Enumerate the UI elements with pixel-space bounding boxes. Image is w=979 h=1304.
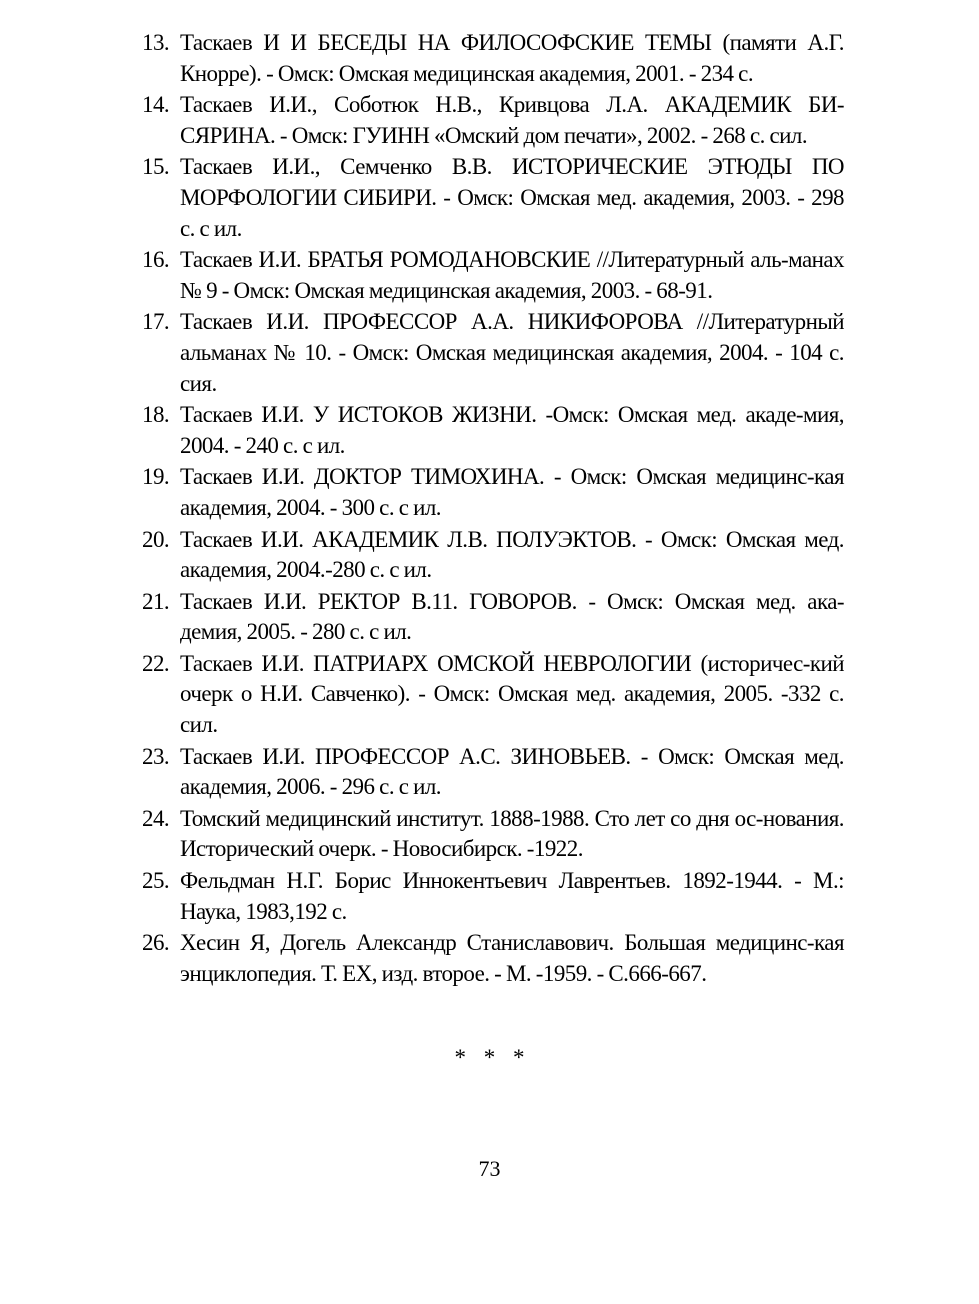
reference-text: Таскаев И.И. АКАДЕМИК Л.В. ПОЛУЭКТОВ. - Омск: Омская мед. академия, 2004.-280 с. с ил.	[180, 526, 844, 583]
reference-text: Таскаев И.И. БРАТЬЯ РОМОДАНОВСКИЕ //Литературный аль-манах № 9 - Омск: Омская медицинская академия, 2003. - 68-91.	[180, 247, 844, 303]
reference-number: 23.	[142, 743, 169, 769]
reference-text: Таскаев И.И. У ИСТОКОВ ЖИЗНИ. -Омск: Омская мед. акаде-мия, 2004. - 240 с. с ил.	[180, 402, 844, 458]
reference-number: 16.	[142, 247, 169, 273]
reference-text: Таскаев И.И. ПРОФЕССОР А.А. НИКИФОРОВА //Литературный альманах № 10. - Омск: Омская медицинская академия, 2004. - 104 с. сия.	[180, 309, 844, 396]
section-separator: * * *	[454, 1045, 531, 1070]
reference-text: Томский медицинский институт. 1888-1988. Сто лет со дня ос-нования. Исторический очерк. - Новосибирск. -1922.	[180, 805, 844, 862]
reference-item	[118, 90, 844, 151]
reference-text: Фельдман Н.Г. Борис Иннокентьевич Лаврентьев. 1892-1944. - М.: Наука, 1983,192 с.	[180, 868, 844, 924]
reference-number: 21.	[142, 588, 169, 614]
page-number: 73	[478, 1156, 501, 1181]
reference-text: Таскаев И.И., Семченко В.В. ИСТОРИЧЕСКИЕ ЭТЮДЫ ПО МОРФОЛОГИИ СИБИРИ. - Омск: Омская мед. академия, 2003. - 298 с. с ил.	[180, 154, 844, 241]
reference-item	[118, 245, 844, 306]
reference-number: 22.	[142, 650, 169, 676]
reference-number: 19.	[142, 464, 169, 490]
reference-text: Таскаев И.И. ПРОФЕССОР А.С. ЗИНОВЬЕВ. - Омск: Омская мед. академия, 2006. - 296 с. с ил.	[180, 743, 844, 800]
reference-item	[118, 649, 844, 741]
reference-item	[118, 152, 844, 244]
reference-number: 17.	[142, 309, 169, 335]
reference-item	[118, 307, 844, 399]
reference-number: 26.	[142, 930, 169, 956]
reference-item	[118, 525, 844, 586]
reference-number: 15.	[142, 154, 169, 180]
reference-item	[118, 400, 844, 461]
reference-text: Таскаев И.И. ДОКТОР ТИМОХИНА. - Омск: Омская медицинс-кая академия, 2004. - 300 с. с ил.	[180, 464, 844, 520]
reference-list	[118, 28, 844, 990]
reference-number: 20.	[142, 526, 169, 552]
reference-number: 18.	[142, 402, 169, 428]
reference-item	[118, 804, 844, 865]
reference-item	[118, 587, 844, 648]
reference-text: Таскаев И.И., Соботюк Н.В., Кривцова Л.А. АКАДЕМИК БИ-СЯРИНА. - Омск: ГУИНН «Омский дом печати», 2002. - 268 с. сил.	[180, 92, 844, 148]
reference-item	[118, 462, 844, 523]
reference-item	[118, 866, 844, 927]
reference-number: 14.	[142, 92, 169, 118]
reference-item	[118, 28, 844, 89]
reference-text: Хесин Я, Догель Александр Станиславович. Большая медицинс-кая энциклопедия. Т. ЕХ, изд. второе. - М. -1959. - С.666-667.	[180, 930, 844, 986]
reference-text: Таскаев И И БЕСЕДЫ НА ФИЛОСОФСКИЕ ТЕМЫ (памяти А.Г. Кнорре). - Омск: Омская медицинская академия, 2001. - 234 с.	[180, 30, 844, 86]
reference-number: 24.	[142, 805, 169, 831]
reference-number: 13.	[142, 30, 169, 55]
reference-item	[118, 928, 844, 989]
reference-text: Таскаев И.И. РЕКТОР В.11. ГОВОРОВ. - Омск: Омская мед. ака-демия, 2005. - 280 с. с ил.	[180, 588, 844, 645]
reference-item	[118, 742, 844, 803]
reference-number: 25.	[142, 868, 169, 894]
reference-text: Таскаев И.И. ПАТРИАРХ ОМСКОЙ НЕВРОЛОГИИ (историчес-кий очерк о Н.И. Савченко). - Омск: Омская мед. академия, 2005. -332 с. сил.	[180, 650, 844, 738]
